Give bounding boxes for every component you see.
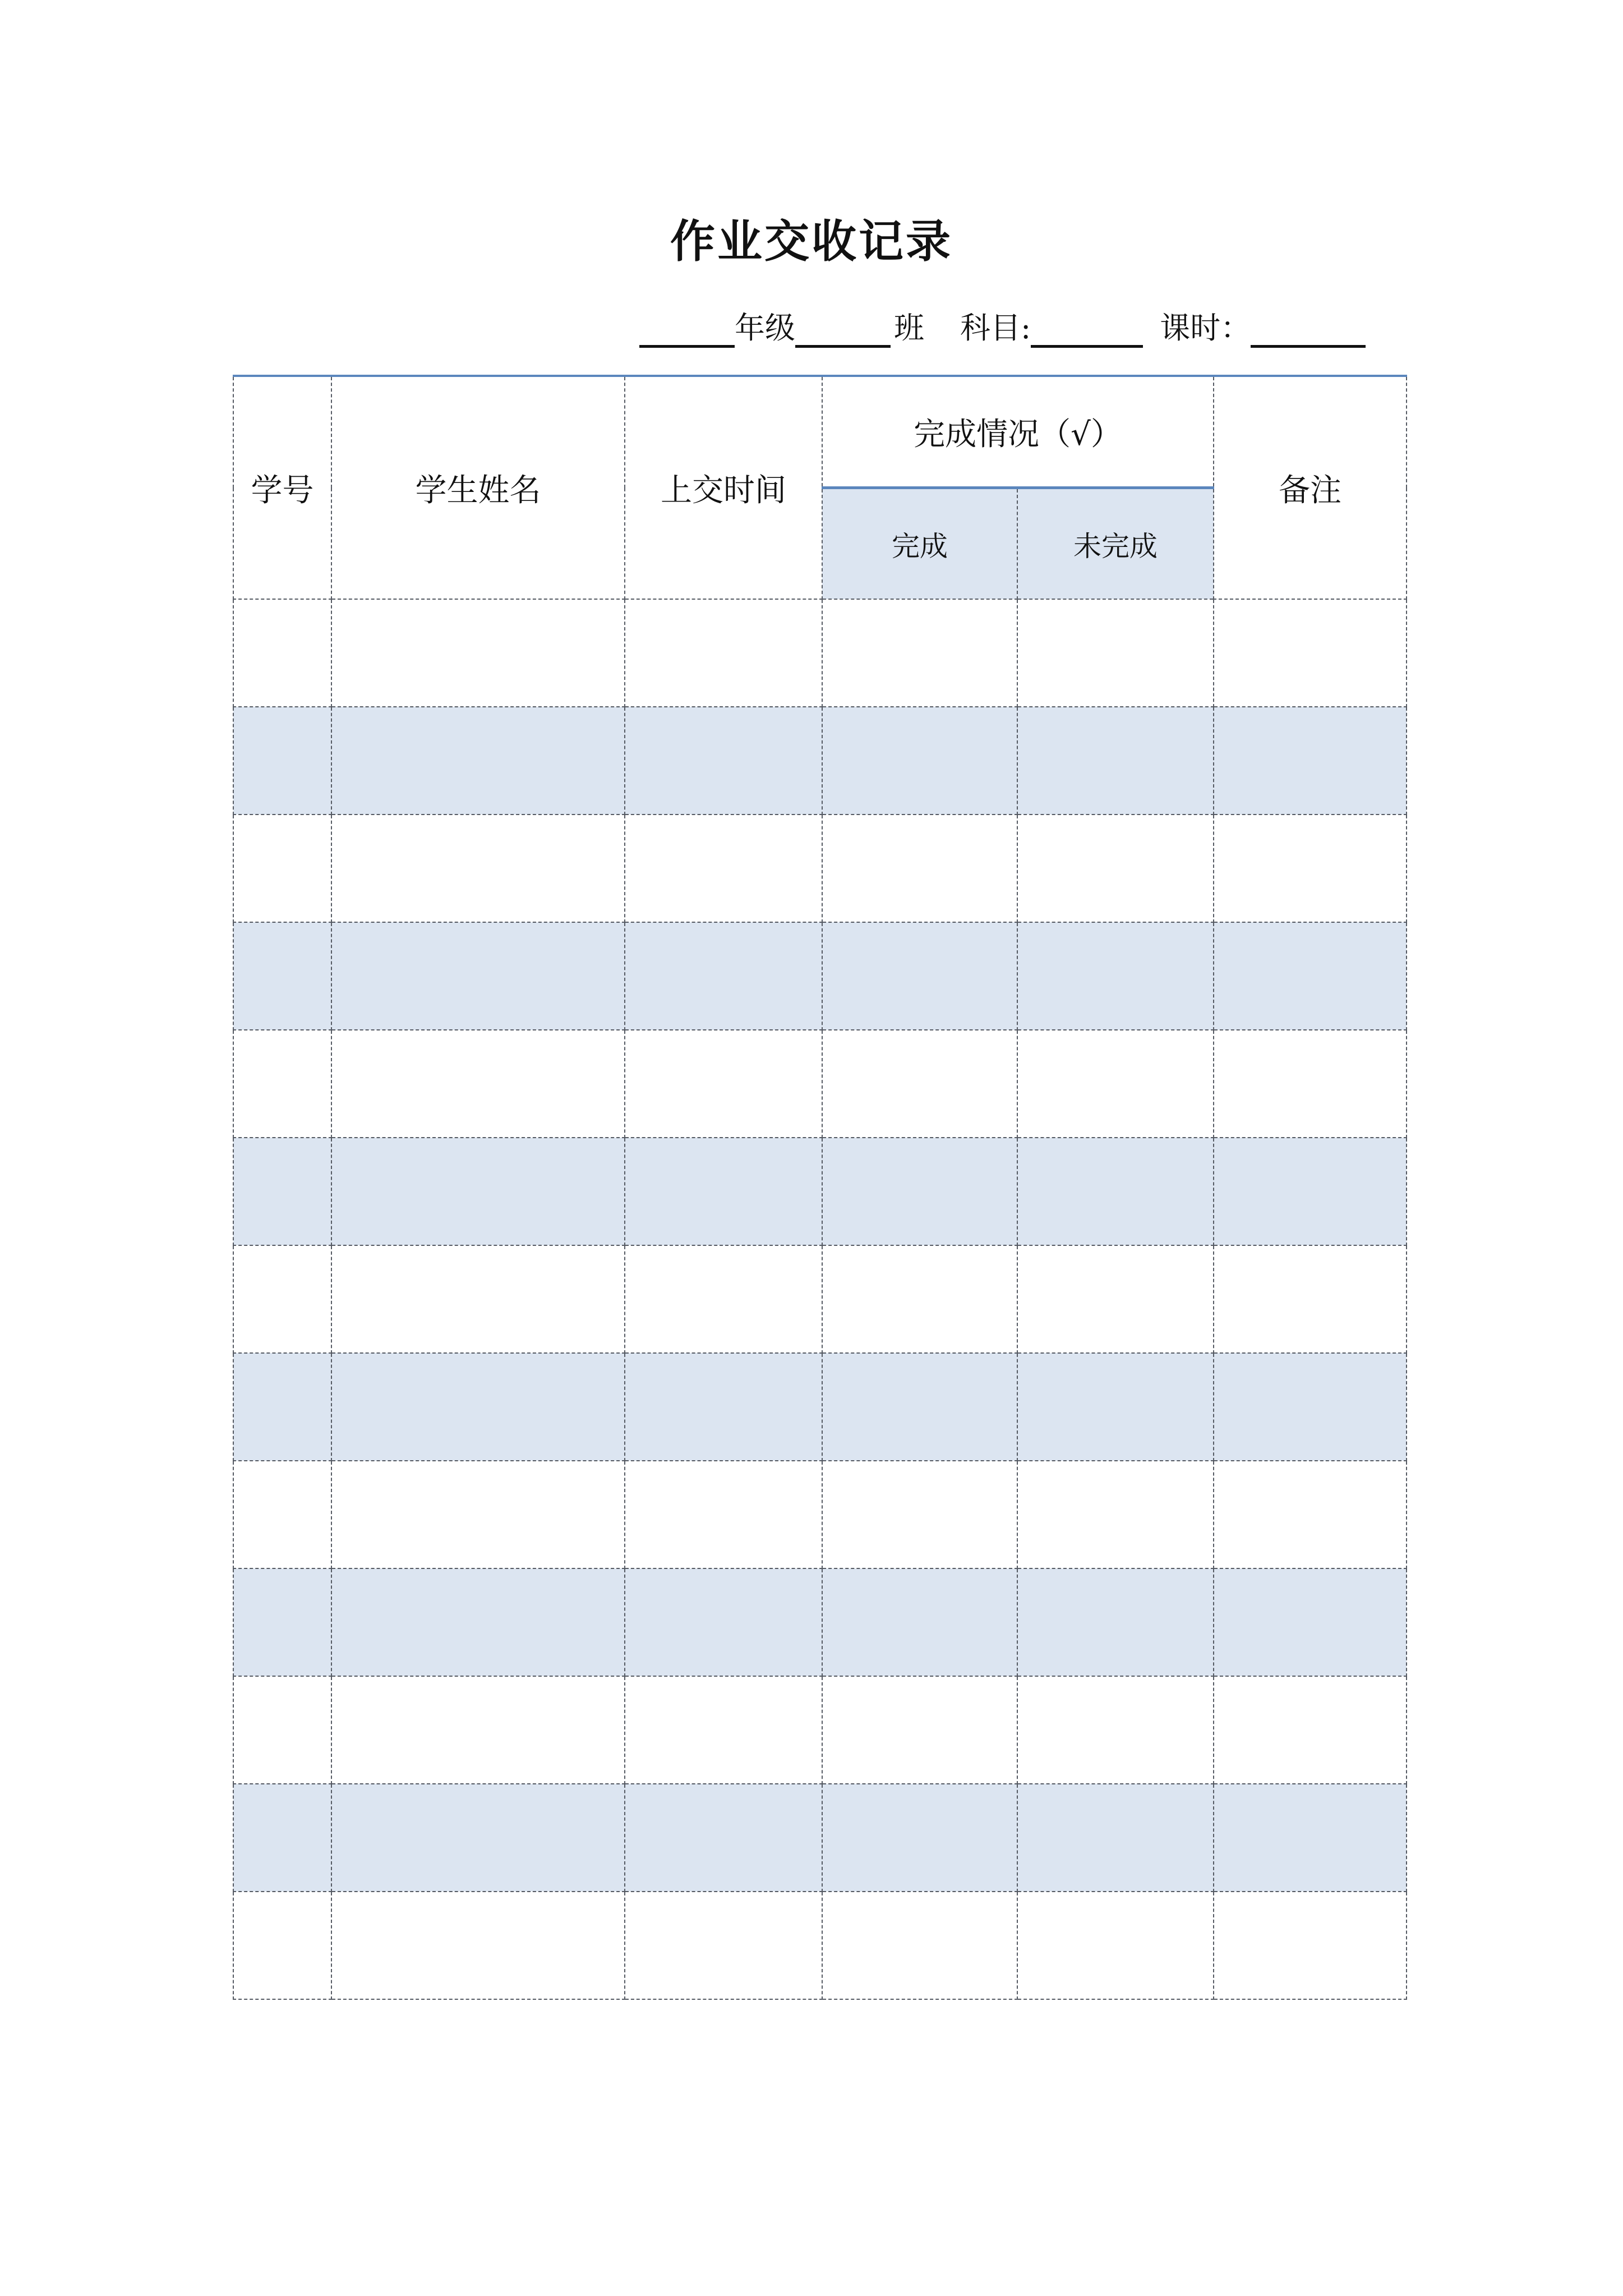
table-row	[233, 1030, 1407, 1138]
cell-remarks[interactable]	[1214, 1353, 1407, 1461]
cell-completed[interactable]	[822, 1676, 1017, 1784]
cell-remarks[interactable]	[1214, 1030, 1407, 1138]
cell-student-id[interactable]	[233, 1892, 331, 1999]
period-label: 课时：	[1160, 310, 1251, 346]
cell-student-id[interactable]	[233, 1030, 331, 1138]
cell-submit-time[interactable]	[625, 1245, 822, 1353]
header-row	[233, 376, 1407, 488]
cell-student-id[interactable]	[233, 815, 331, 922]
cell-student-id[interactable]	[233, 1353, 331, 1461]
cell-student-name[interactable]	[331, 815, 625, 922]
cell-student-name[interactable]	[331, 1892, 625, 1999]
homework-record-table	[233, 375, 1407, 2000]
cell-remarks[interactable]	[1214, 1892, 1407, 1999]
cell-not-completed[interactable]	[1017, 1892, 1214, 1999]
grade-blank[interactable]	[639, 306, 735, 348]
header-remarks: 备注	[1214, 376, 1407, 599]
cell-remarks[interactable]	[1214, 1784, 1407, 1892]
cell-remarks[interactable]	[1214, 1138, 1407, 1245]
cell-student-id[interactable]	[233, 1676, 331, 1784]
cell-completed[interactable]	[822, 1892, 1017, 1999]
cell-remarks[interactable]	[1214, 922, 1407, 1030]
header-submit-time: 上交时间	[625, 376, 822, 599]
cell-submit-time[interactable]	[625, 1568, 822, 1676]
table-row	[233, 1461, 1407, 1568]
period-blank[interactable]	[1251, 306, 1366, 348]
cell-remarks[interactable]	[1214, 1568, 1407, 1676]
table-row	[233, 1353, 1407, 1461]
cell-not-completed[interactable]	[1017, 922, 1214, 1030]
cell-not-completed[interactable]	[1017, 707, 1214, 815]
cell-completed[interactable]	[822, 1030, 1017, 1138]
cell-student-name[interactable]	[331, 707, 625, 815]
cell-completed[interactable]	[822, 707, 1017, 815]
cell-not-completed[interactable]	[1017, 1568, 1214, 1676]
cell-student-name[interactable]	[331, 922, 625, 1030]
cell-student-id[interactable]	[233, 922, 331, 1030]
table-row	[233, 599, 1407, 707]
cell-student-name[interactable]	[331, 1245, 625, 1353]
table-row	[233, 815, 1407, 922]
cell-student-id[interactable]	[233, 1245, 331, 1353]
table-row	[233, 1568, 1407, 1676]
cell-student-id[interactable]	[233, 1461, 331, 1568]
table-row	[233, 1138, 1407, 1245]
cell-not-completed[interactable]	[1017, 1353, 1214, 1461]
cell-student-name[interactable]	[331, 1784, 625, 1892]
cell-submit-time[interactable]	[625, 707, 822, 815]
subject-label: 科目:	[960, 310, 1031, 346]
cell-not-completed[interactable]	[1017, 1030, 1214, 1138]
class-info-line	[639, 303, 1391, 353]
table-row	[233, 1784, 1407, 1892]
cell-not-completed[interactable]	[1017, 1138, 1214, 1245]
cell-student-name[interactable]	[331, 1676, 625, 1784]
cell-not-completed[interactable]	[1017, 1784, 1214, 1892]
cell-submit-time[interactable]	[625, 1353, 822, 1461]
cell-submit-time[interactable]	[625, 1892, 822, 1999]
document-title: 作业交收记录	[670, 215, 953, 268]
table-row	[233, 922, 1407, 1030]
table-row	[233, 1892, 1407, 1999]
cell-not-completed[interactable]	[1017, 815, 1214, 922]
cell-student-id[interactable]	[233, 599, 331, 707]
cell-student-id[interactable]	[233, 1568, 331, 1676]
cell-completed[interactable]	[822, 1245, 1017, 1353]
cell-submit-time[interactable]	[625, 1784, 822, 1892]
cell-completed[interactable]	[822, 922, 1017, 1030]
cell-remarks[interactable]	[1214, 815, 1407, 922]
cell-remarks[interactable]	[1214, 1461, 1407, 1568]
class-blank[interactable]	[795, 306, 891, 348]
cell-submit-time[interactable]	[625, 1461, 822, 1568]
cell-student-name[interactable]	[331, 1568, 625, 1676]
table-row	[233, 707, 1407, 815]
cell-completed[interactable]	[822, 599, 1017, 707]
cell-completed[interactable]	[822, 1353, 1017, 1461]
cell-student-id[interactable]	[233, 1138, 331, 1245]
cell-not-completed[interactable]	[1017, 1461, 1214, 1568]
cell-submit-time[interactable]	[625, 1138, 822, 1245]
cell-remarks[interactable]	[1214, 1245, 1407, 1353]
subject-blank[interactable]	[1031, 306, 1143, 348]
header-not-completed: 未完成	[1017, 488, 1214, 600]
cell-student-id[interactable]	[233, 1784, 331, 1892]
table-row	[233, 1245, 1407, 1353]
cell-student-name[interactable]	[331, 599, 625, 707]
cell-completed[interactable]	[822, 1568, 1017, 1676]
cell-not-completed[interactable]	[1017, 1245, 1214, 1353]
cell-student-name[interactable]	[331, 1030, 625, 1138]
cell-completed[interactable]	[822, 815, 1017, 922]
header-completion-status: 完成情况（√）	[822, 376, 1214, 488]
cell-not-completed[interactable]	[1017, 599, 1214, 707]
cell-submit-time[interactable]	[625, 599, 822, 707]
cell-completed[interactable]	[822, 1461, 1017, 1568]
cell-student-name[interactable]	[331, 1461, 625, 1568]
cell-student-name[interactable]	[331, 1353, 625, 1461]
cell-student-id[interactable]	[233, 707, 331, 815]
cell-student-name[interactable]	[331, 1138, 625, 1245]
cell-not-completed[interactable]	[1017, 1676, 1214, 1784]
table-row	[233, 1676, 1407, 1784]
cell-remarks[interactable]	[1214, 599, 1407, 707]
class-label: 班	[894, 310, 924, 346]
header-student-name: 学生姓名	[331, 376, 625, 599]
cell-completed[interactable]	[822, 1784, 1017, 1892]
header-student-id: 学号	[233, 376, 331, 599]
grade-label: 年级	[735, 310, 795, 346]
cell-submit-time[interactable]	[625, 922, 822, 1030]
header-completed: 完成	[822, 488, 1017, 600]
cell-remarks[interactable]	[1214, 1676, 1407, 1784]
cell-completed[interactable]	[822, 1138, 1017, 1245]
cell-submit-time[interactable]	[625, 1030, 822, 1138]
cell-remarks[interactable]	[1214, 707, 1407, 815]
cell-submit-time[interactable]	[625, 815, 822, 922]
cell-submit-time[interactable]	[625, 1676, 822, 1784]
